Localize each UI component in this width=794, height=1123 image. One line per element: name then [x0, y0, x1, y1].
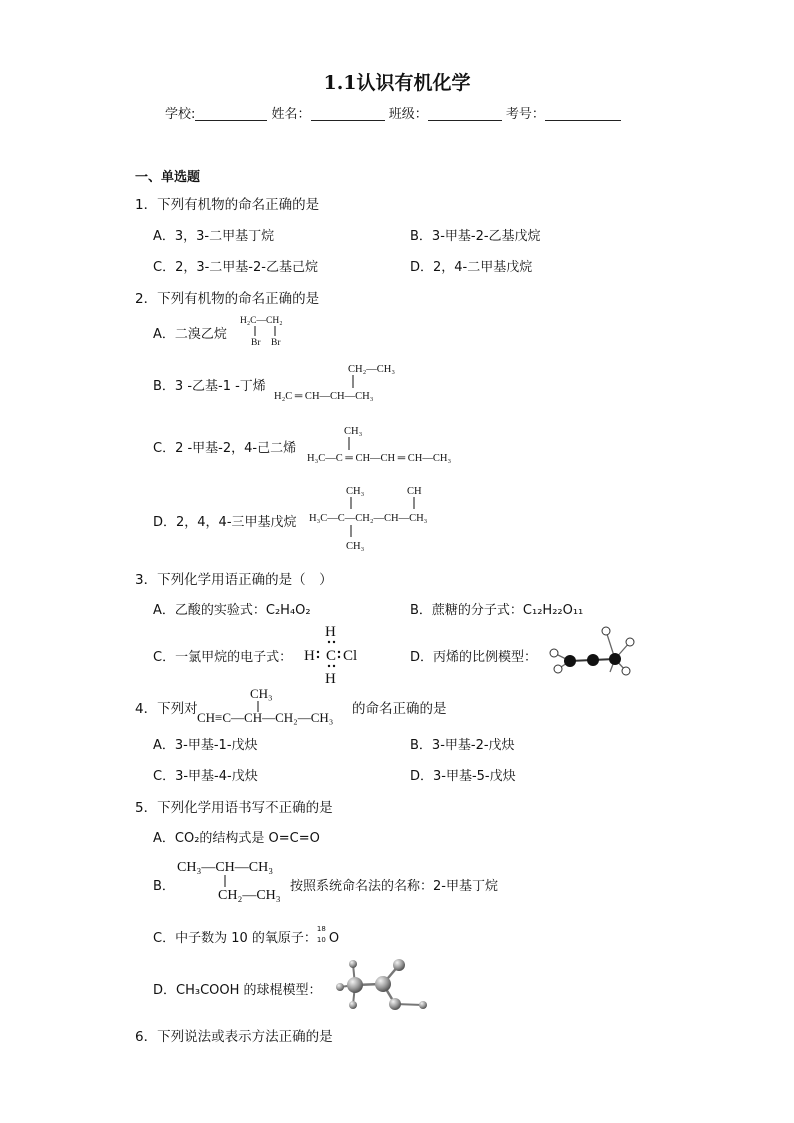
q2-structure-b: [272, 358, 412, 404]
number-label: 考号：: [505, 107, 545, 122]
question-5-stem: 5．下列化学用语书写不正确的是: [135, 800, 333, 816]
q4-option-d: D．3-甲基-5-戊炔: [410, 769, 516, 784]
question-4-stem-prefix: 4．下列对: [135, 701, 198, 717]
q2b-branch: CH₂—CH₃: [348, 364, 395, 375]
q4-structure: [195, 683, 355, 727]
q5-option-b-suffix: 按照系统命名法的名称：2-甲基丁烷: [290, 879, 498, 894]
q2-option-c: C．2 -甲基-2，4-己二烯: [153, 441, 297, 456]
q3c-h-bottom: H: [325, 671, 336, 686]
q1-option-b: B．3-甲基-2-乙基戊烷: [410, 229, 541, 244]
school-label: 学校:: [165, 107, 196, 122]
q3-option-b: B．蔗糖的分子式：C₁₂H₂₂O₁₁: [410, 603, 584, 618]
question-1-stem: 1．下列有机物的命名正确的是: [135, 197, 320, 213]
q2-structure-a: [238, 312, 298, 348]
question-2-stem: 2．下列有机物的命名正确的是: [135, 291, 320, 307]
q3c-h-top: H: [325, 624, 336, 640]
q5-oxygen-symbol: O: [328, 931, 340, 946]
name-label: 姓名：: [271, 107, 311, 122]
class-blank: [428, 106, 502, 121]
q2-option-d: D．2，4，4-三甲基戊烷: [153, 515, 297, 530]
q4-option-b: B．3-甲基-2-戊炔: [410, 738, 515, 753]
q4-chain: CH≡C—CH—CH₂—CH₃: [197, 710, 334, 725]
q4-option-a: A．3-甲基-1-戊炔: [153, 738, 258, 753]
q2-structure-d: [307, 480, 477, 552]
q5-option-c-text: C．中子数为 10 的氧原子：: [153, 931, 317, 946]
q3-option-c: C．一氯甲烷的电子式：: [153, 650, 293, 665]
q5b-chain: CH₃—CH—CH₃: [177, 860, 274, 875]
q2a-br1: Br: [251, 338, 261, 348]
number-blank: [545, 106, 621, 121]
q5-option-d: D．CH₃COOH 的球棍模型：: [153, 983, 322, 998]
name-blank: [311, 106, 385, 121]
q2b-chain: H₂C ═ CH—CH—CH₃: [274, 391, 374, 402]
page-title: 1.1认识有机化学: [323, 72, 471, 94]
q3c-h-left: H: [304, 648, 315, 664]
q5-option-a: A．CO₂的结构式是 O=C=O: [153, 831, 320, 846]
q2a-chain: H₂C—CH₂: [240, 316, 283, 326]
q2a-br2: Br: [271, 338, 281, 348]
question-3-stem: 3．下列化学用语正确的是（ ）: [135, 572, 333, 588]
q3-option-a: A．乙酸的实验式：C₂H₄O₂: [153, 603, 311, 618]
q5-isotope-numbers: [316, 925, 329, 944]
q5b-branch: CH₂—CH₃: [218, 888, 281, 903]
q3-electron-formula: [298, 620, 378, 686]
q2d-chain: H₃C—C—CH₂—CH—CH₃: [309, 513, 428, 524]
q4-option-c: C．3-甲基-4-戊炔: [153, 769, 258, 784]
q3c-chlorine: Cl: [343, 648, 358, 664]
q2-option-a: A．二溴乙烷: [153, 327, 227, 342]
q5-option-b-prefix: B．: [153, 879, 175, 894]
question-4-stem-suffix: 的命名正确的是: [352, 701, 447, 717]
q2c-chain: H₃C—C ═ CH—CH ═ CH—CH₃: [307, 453, 452, 464]
q3-option-d: D．丙烯的比例模型：: [410, 650, 538, 665]
q5-option-c: [153, 927, 339, 946]
q1-option-a: A．3，3-二甲基丁烷: [153, 229, 275, 244]
q5-structure-b: [175, 854, 295, 904]
q2d-top-methyl: CH₃: [346, 486, 365, 497]
q1-option-c: C．2，3-二甲基-2-乙基己烷: [153, 260, 318, 275]
student-info-line: [165, 103, 621, 122]
q2d-bottom-methyl: CH₃: [346, 541, 365, 552]
q1-option-d: D．2，4-二甲基戊烷: [410, 260, 533, 275]
q3c-carbon: C: [326, 648, 337, 664]
q2d-top-ch: CH: [407, 486, 422, 497]
class-label: 班级：: [388, 107, 428, 122]
school-blank: [195, 106, 267, 121]
section-heading: 一、单选题: [135, 170, 201, 185]
question-6-stem: 6．下列说法或表示方法正确的是: [135, 1029, 333, 1045]
q3-propene-model: [540, 625, 640, 677]
q5-mass-number: 18: [316, 925, 326, 933]
q5-atomic-number: 10: [316, 936, 326, 944]
q4-branch: CH₃: [250, 686, 273, 701]
q2c-branch: CH₃: [344, 426, 363, 437]
q2-structure-c: [305, 420, 495, 466]
q2-option-b: B．3 -乙基-1 -丁烯: [153, 379, 266, 394]
q5-acetic-acid-ball-stick: [335, 952, 435, 1014]
